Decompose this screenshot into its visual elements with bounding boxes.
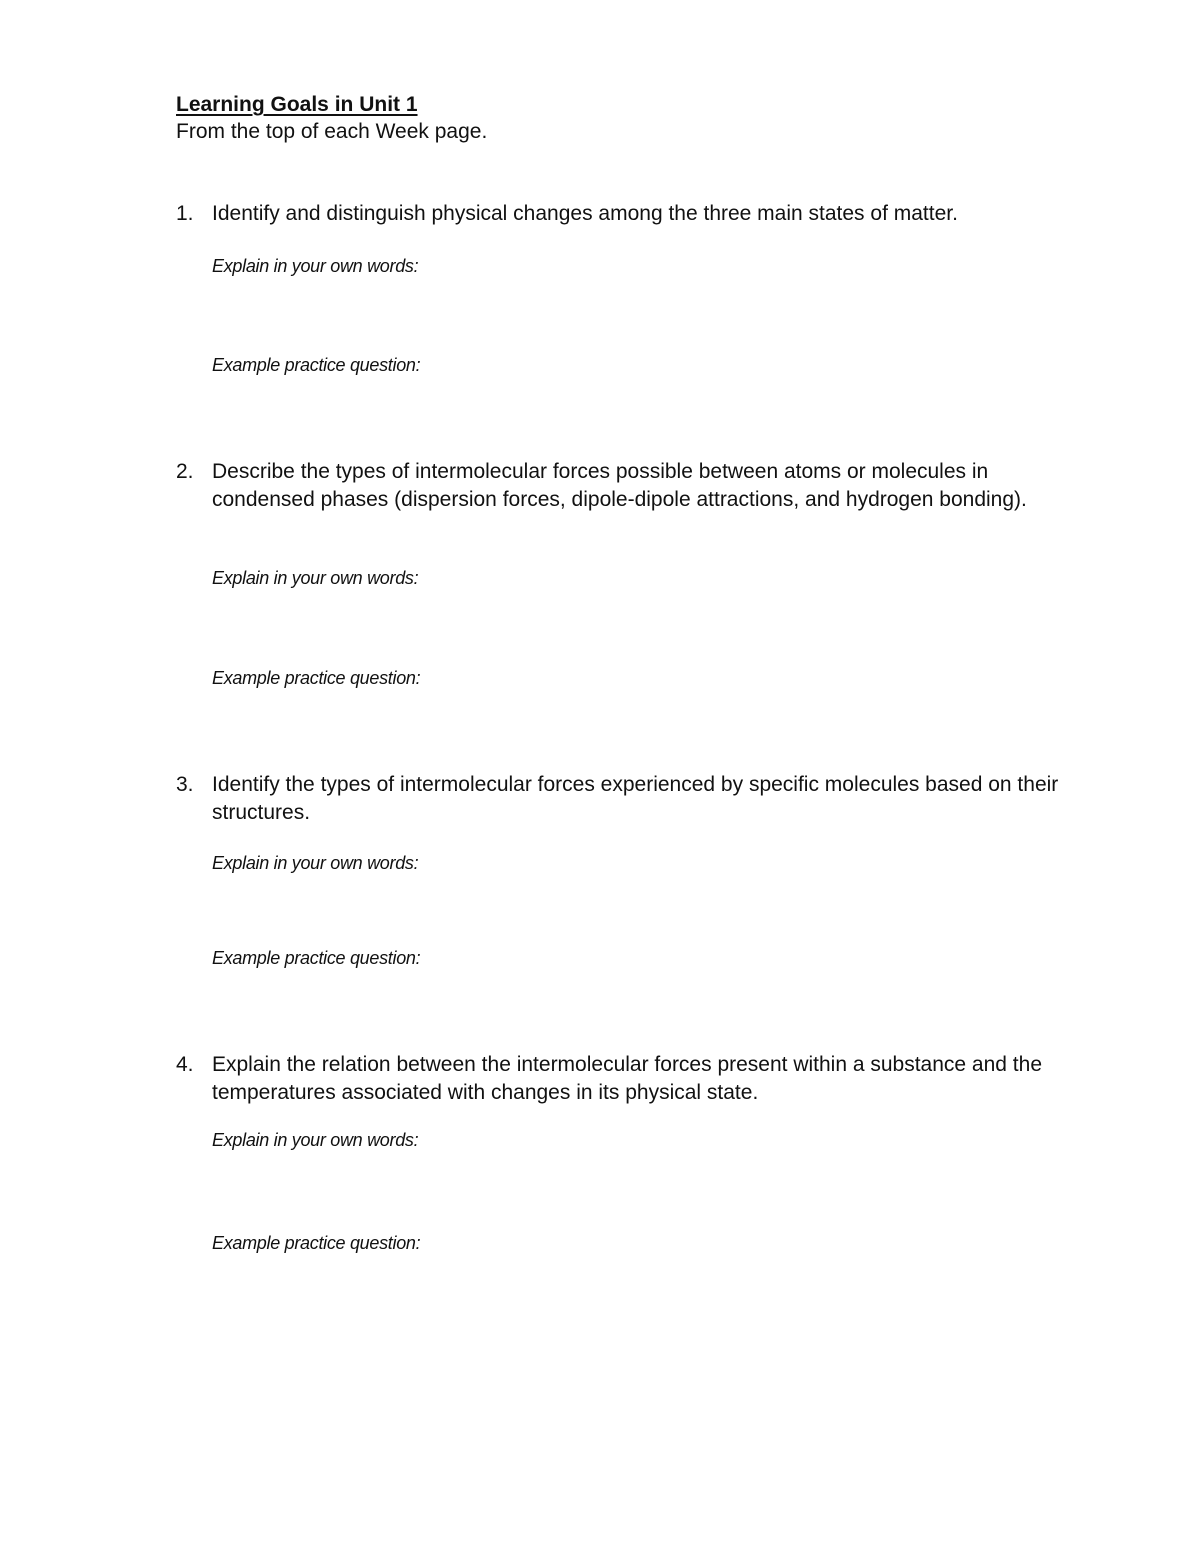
- example-prompt: Example practice question:: [212, 668, 421, 688]
- example-prompt: Example practice question:: [212, 1233, 421, 1253]
- explain-prompt: Explain in your own words:: [212, 256, 419, 276]
- goal-number: 4.: [176, 1053, 194, 1076]
- explain-prompt: Explain in your own words:: [212, 1130, 419, 1150]
- goal-text: Describe the types of intermolecular forces possible between atoms or molecules in condensed phases (dispersion forces, dipole-dipole attractions, and hydrogen bonding).: [212, 460, 1027, 511]
- page-title: Learning Goals in Unit 1: [176, 93, 418, 116]
- example-prompt: Example practice question:: [212, 948, 421, 968]
- page-subtitle: From the top of each Week page.: [176, 120, 488, 143]
- example-prompt: Example practice question:: [212, 355, 421, 375]
- goal-text: Identify the types of intermolecular forces experienced by specific molecules based on their structures.: [212, 773, 1059, 824]
- goal-number: 3.: [176, 773, 194, 796]
- goal-number: 1.: [176, 202, 194, 225]
- explain-prompt: Explain in your own words:: [212, 853, 419, 873]
- goal-number: 2.: [176, 460, 194, 483]
- goal-text: Identify and distinguish physical changes among the three main states of matter.: [212, 202, 958, 225]
- explain-prompt: Explain in your own words:: [212, 568, 419, 588]
- goal-text: Explain the relation between the intermolecular forces present within a substance and the temperatures associated with changes in its physical state.: [212, 1053, 1042, 1104]
